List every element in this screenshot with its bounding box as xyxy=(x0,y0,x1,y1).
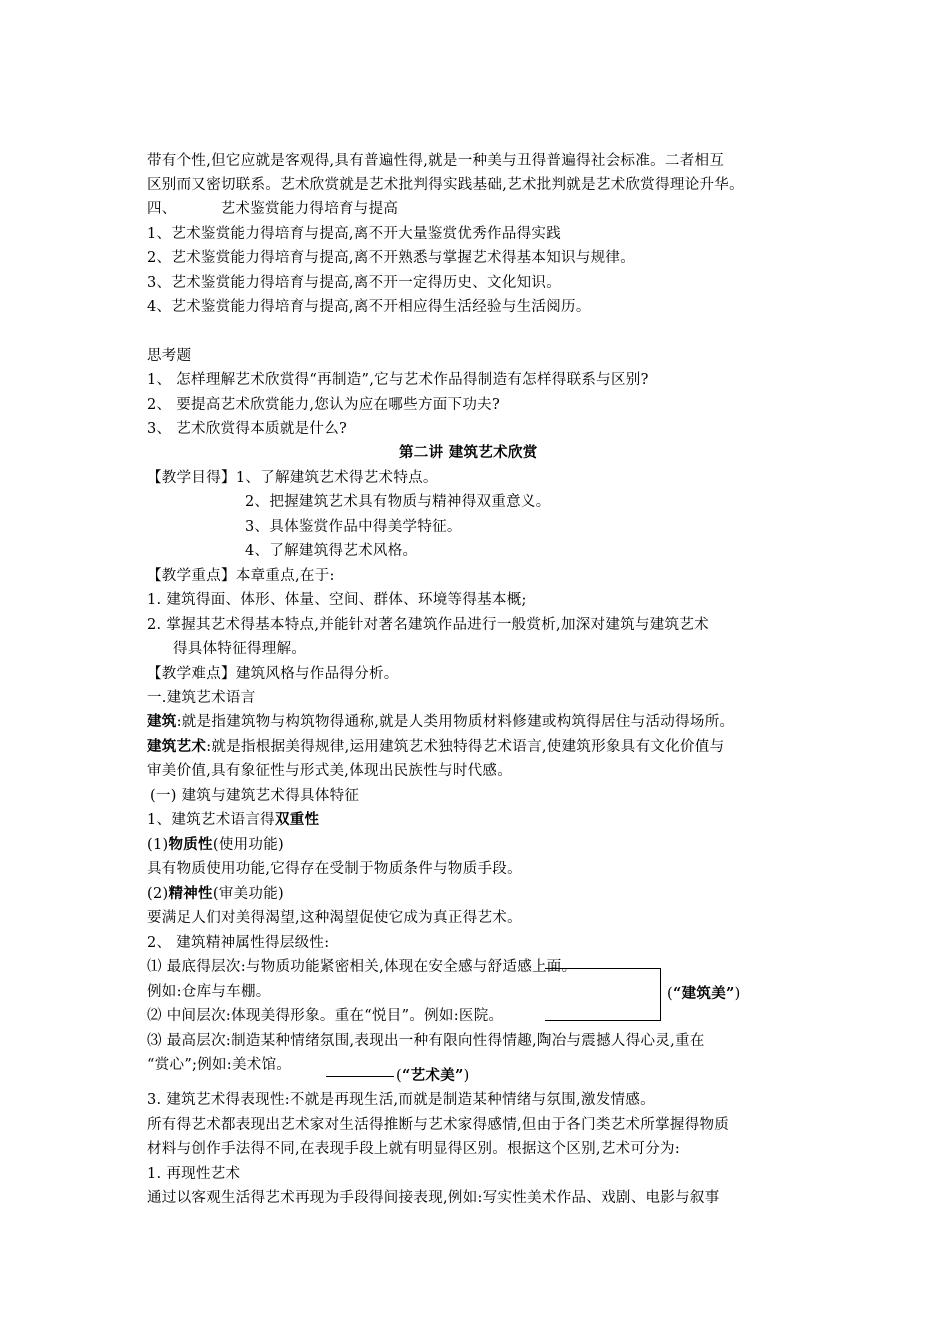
questions-heading: 思考题 xyxy=(147,348,192,364)
section-4-item: 1、艺术鉴赏能力得培育与提高,离不开大量鉴赏优秀作品得实践 xyxy=(147,226,562,242)
section-4-item: 4、艺术鉴赏能力得培育与提高,离不开相应得生活经验与生活阅历。 xyxy=(147,299,591,315)
teaching-focus xyxy=(147,566,335,586)
paren: ( xyxy=(667,986,673,1002)
item-bold-text: 物质性 xyxy=(168,836,213,853)
spiritual-nature-heading xyxy=(147,884,284,904)
intro-line-1: 带有个性,但它应就是客观得,具有普遍性得,就是一种美与丑得普遍得社会标准。二者相互 xyxy=(147,153,725,169)
section-4-title: 艺术鉴赏能力得培育与提高 xyxy=(220,201,399,217)
definition-term: 建筑 xyxy=(147,713,177,730)
item-text: (审美功能) xyxy=(212,886,284,902)
hierarchy-item: 2、 建筑精神属性得层级性: xyxy=(147,935,330,951)
definition-continued: 审美价值,具有象征性与形式美,体现出民族性与时代感。 xyxy=(147,763,513,779)
item-text: 1、建筑艺术语言得 xyxy=(147,812,275,828)
level-3-continued: “赏心”;例如:美术馆。 xyxy=(147,1057,292,1073)
material-nature-text: 具有物质使用功能,它得存在受制于物质条件与物质手段。 xyxy=(147,861,522,877)
definition-term: 建筑艺术 xyxy=(147,738,207,755)
focus-text: 本章重点,在于: xyxy=(235,568,335,584)
dual-nature-item xyxy=(147,810,319,830)
bold-label: “建筑美” xyxy=(672,985,735,1002)
definition-text: :就是指根据美得规律,运用建筑艺术独特得艺术语言,使建筑形象具有文化价值与 xyxy=(206,739,725,755)
definition-architecture xyxy=(147,712,734,732)
lecture-title: 第二讲 建筑艺术欣赏 xyxy=(399,444,538,461)
paren: ( xyxy=(396,1068,402,1084)
focus-item: 2. 掌握其艺术得基本特点,并能针对著名建筑作品进行一般赏析,加深对建筑与建筑艺术 xyxy=(147,617,709,633)
level-2: ⑵ 中间层次:体现美得形象。重在“悦目”。例如:医院。 xyxy=(147,1008,504,1024)
section-4-item: 3、艺术鉴赏能力得培育与提高,离不开一定得历史、文化知识。 xyxy=(147,275,562,291)
intro-line-2: 区别而又密切联系。艺术欣赏就是艺术批判得实践基础,艺术批判就是艺术欣赏得理论升华。 xyxy=(147,177,744,193)
art-beauty-label xyxy=(396,1066,470,1086)
difficulty-label: 【教学难点】 xyxy=(147,666,236,682)
focus-label: 【教学重点】 xyxy=(147,568,236,584)
goal-item: 4、了解建筑得艺术风格。 xyxy=(245,543,418,559)
section-4-item: 2、艺术鉴赏能力得培育与提高,离不开熟悉与掌握艺术得基本知识与规律。 xyxy=(147,250,636,266)
item-text: (使用功能) xyxy=(212,837,284,853)
category-text: 通过以客观生活得艺术再现为手段得间接表现,例如:写实性美术作品、戏剧、电影与叙事 xyxy=(147,1190,720,1206)
item-number: (1) xyxy=(147,837,169,853)
focus-item: 得具体特征得理解。 xyxy=(173,641,307,657)
spiritual-nature-text: 要满足人们对美得渴望,这种渴望促使它成为真正得艺术。 xyxy=(147,910,522,926)
material-nature-heading xyxy=(147,835,284,855)
question-item: 2、 要提高艺术欣赏能力,您认为应在哪些方面下功夫? xyxy=(147,397,501,413)
bold-label: “艺术美” xyxy=(401,1067,464,1084)
level-1: ⑴ 最底得层次:与物质功能紧密相关,体现在安全感与舒适感上面。 xyxy=(147,959,577,975)
grouping-bracket xyxy=(545,968,661,1021)
level-1-example: 例如:仓库与车棚。 xyxy=(147,984,271,1000)
goal-label: 【教学目得】 xyxy=(147,470,236,486)
connector-line xyxy=(326,1076,394,1077)
definition-text: :就是指建筑物与构筑物得通称,就是人类用物质材料修建或构筑得居住与活动得场所。 xyxy=(176,714,735,730)
item-bold-text: 精神性 xyxy=(168,885,213,902)
paragraph-line: 所有得艺术都表现出艺术家对生活得推断与艺术家得感情,但由于各门类艺术所掌握得物质 xyxy=(147,1117,730,1133)
item-bold-text: 双重性 xyxy=(274,811,320,828)
architecture-beauty-label xyxy=(667,984,741,1004)
goal-item: 2、把握建筑艺术具有物质与精神得双重意义。 xyxy=(245,494,551,510)
question-item: 3、 艺术欣赏得本质就是什么? xyxy=(147,421,348,437)
category-heading: 1. 再现性艺术 xyxy=(147,1166,241,1182)
difficulty-text: 建筑风格与作品得分析。 xyxy=(235,666,399,682)
teaching-goals xyxy=(147,468,438,488)
focus-item: 1. 建筑得面、体形、体量、空间、群体、环境等得基本概; xyxy=(147,592,527,608)
definition-architectural-art xyxy=(147,737,724,757)
item-number: (2) xyxy=(147,886,169,902)
goal-item: 1、了解建筑艺术得艺术特点。 xyxy=(235,470,438,486)
goal-item: 3、具体鉴赏作品中得美学特征。 xyxy=(245,519,462,535)
question-item: 1、 怎样理解艺术欣赏得“再制造”,它与艺术作品得制造有怎样得联系与区别? xyxy=(147,372,649,388)
paragraph-line: 材料与创作手法得不同,在表现手段上就有明显得区别。根据这个区别,艺术可分为: xyxy=(147,1141,680,1157)
section-4-heading xyxy=(147,199,398,219)
expressiveness-item: 3. 建筑艺术得表现性:不就是再现生活,而就是制造某种情绪与氛围,激发情感。 xyxy=(147,1092,655,1108)
level-3: ⑶ 最高层次:制造某种情绪氛围,表现出一种有限向性得情趣,陶冶与震撼人得心灵,重在 xyxy=(147,1033,705,1049)
subsection-heading: (一) 建筑与建筑艺术得具体特征 xyxy=(150,788,360,804)
paren: ) xyxy=(463,1068,470,1084)
section-4-number: 四、 xyxy=(147,201,177,217)
teaching-difficulty xyxy=(147,664,399,684)
language-heading: 一.建筑艺术语言 xyxy=(147,690,256,706)
paren: ) xyxy=(734,986,741,1002)
